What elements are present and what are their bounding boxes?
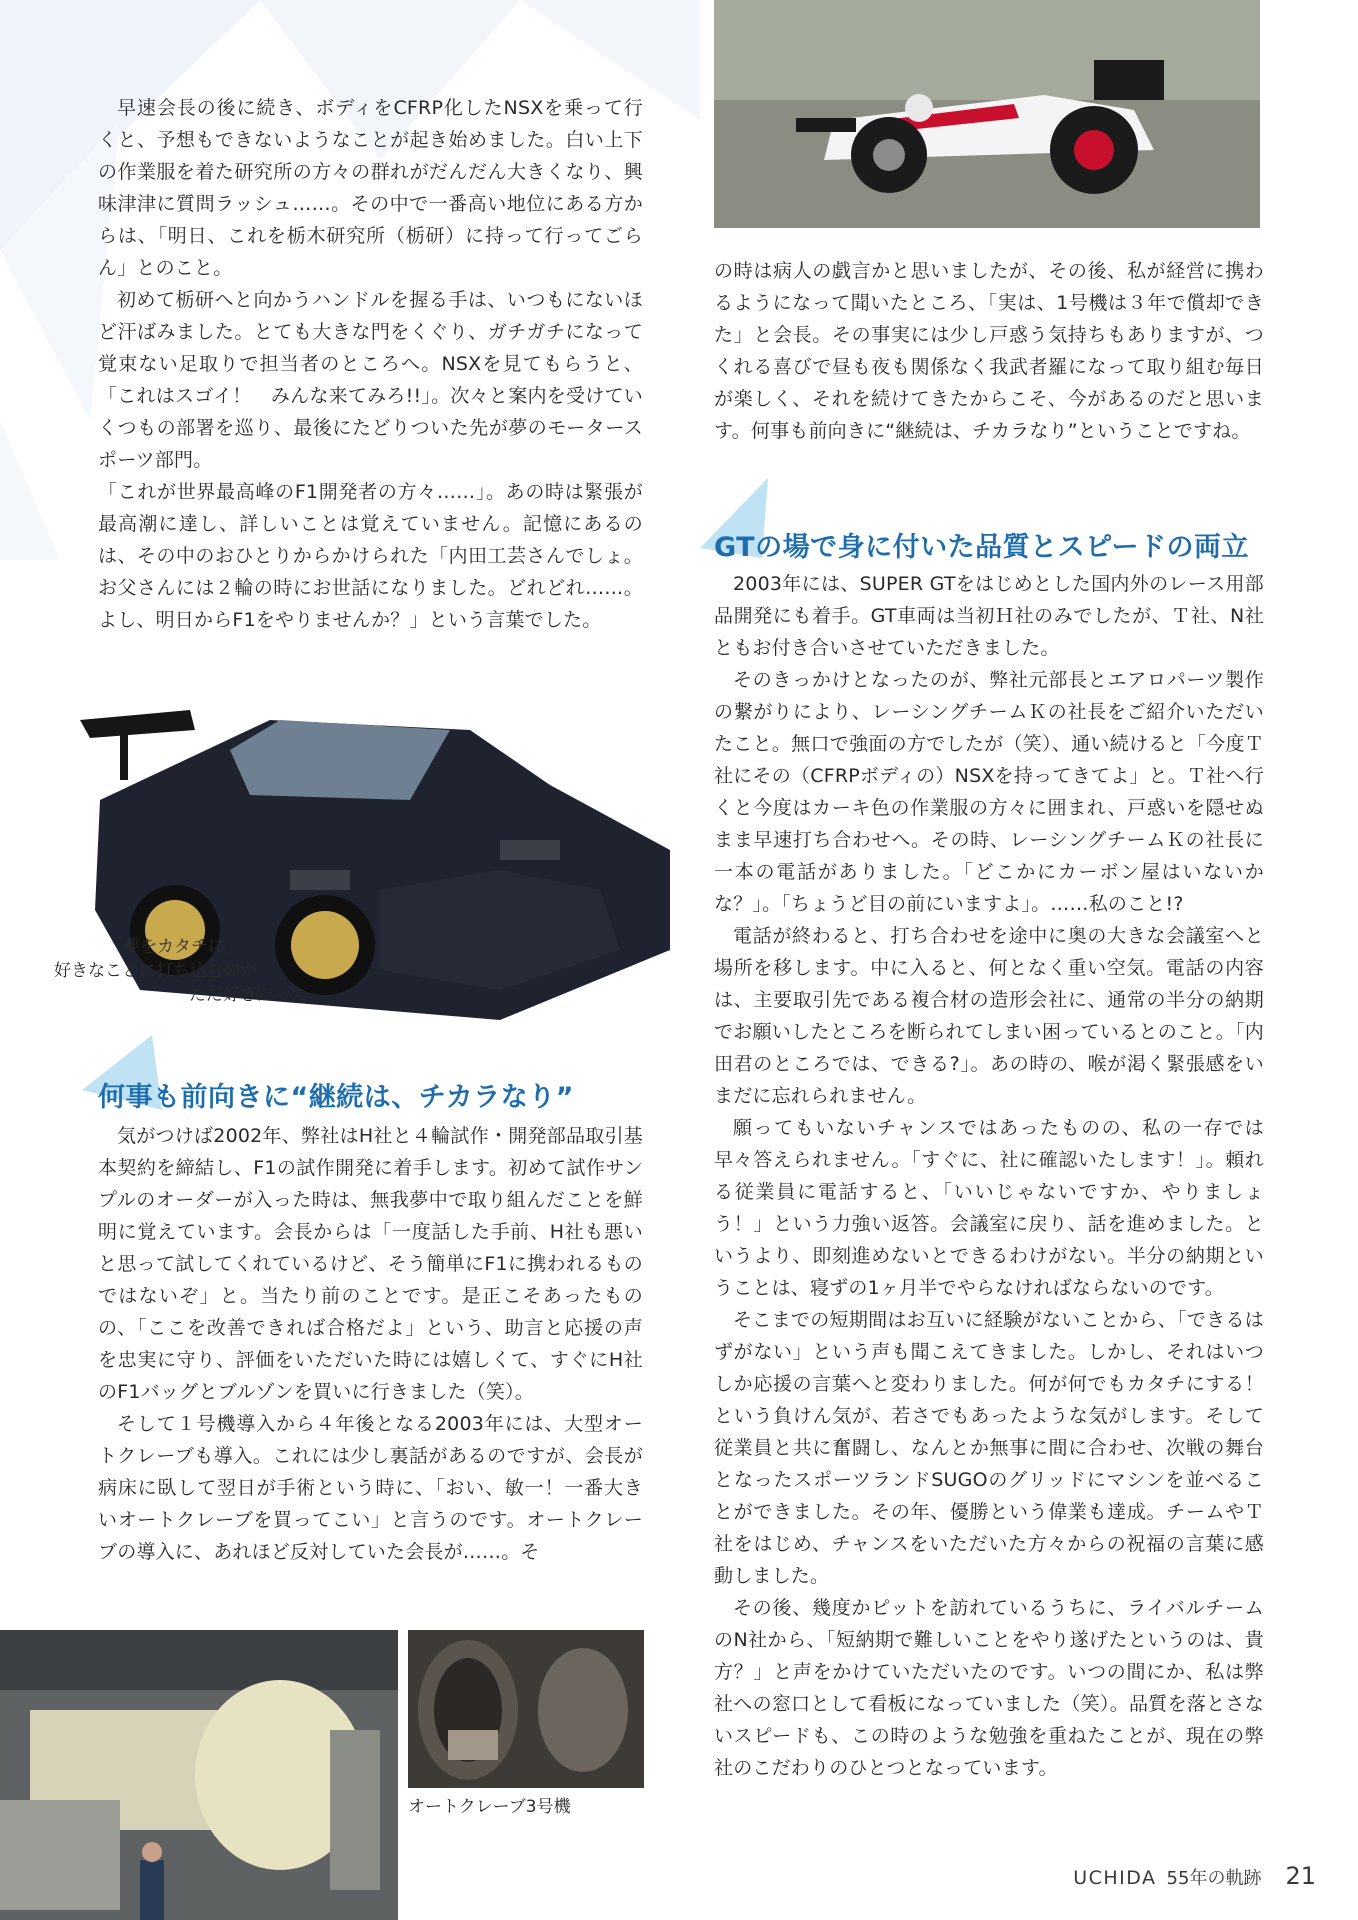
paragraph: そのきっかけとなったのが、弊社元部長とエアロパーツ製作の繋がりにより、レーシングチームＫの社長をご紹介いただいたこと。無口で強面の方でしたが（笑）、通い続けると「今度Ｔ社にその（CFRPボディの）NSXを持ってきてよ」と。Ｔ社へ行くと今度はカーキ色の作業服の方々に囲まれ、戸惑いを隠せぬまま早速打ち合わせへ。その時、レーシングチームＫの社長に一本の電話がありました。「どこかにカーボン屋はいないかな？」。「ちょうど目の前にいますよ」。……私のこと!? xyxy=(714,669,1264,915)
left-column-body xyxy=(98,1120,643,1568)
caption-line: 好きなことに打ち込むのが xyxy=(54,961,258,981)
autoclave-photo-caption: オートクレーブ3号機 xyxy=(408,1797,571,1817)
footer-subtitle: 55年の軌跡 xyxy=(1166,1868,1262,1889)
paragraph: 早速会長の後に続き、ボディをCFRP化したNSXを乗って行くと、予想もできないようなことが起き始めました。白い上下の作業服を着た研究所の方々の群れがだんだん大きくなり、興味津津に質問ラッシュ……。その中で一番高い地位にある方からは、「明日、これを栃木研究所（栃研）に持って行ってごらん」とのこと。 xyxy=(98,97,643,279)
right-column-body xyxy=(714,568,1284,1784)
footer-brand: UCHIDA xyxy=(1073,1867,1157,1889)
paragraph: 「これが世界最高峰のF1開発者の方々……」。あの時は緊張が最高潮に達し、詳しいことは覚えていません。記憶にあるのは、その中のおひとりからかけられた「内田工芸さんでしょ。お父さんには２輪の時にお世話になりました。どれどれ……。よし、明日からF1をやりませんか？」という言葉でした。 xyxy=(98,481,643,631)
paragraph: 電話が終わると、打ち合わせを途中に奥の大きな会議室へと場所を移します。中に入ると、何となく重い空気。電話の内容は、主要取引先である複合材の造形会社に、通常の半分の納期でお願いしたところを断られてしまい困っているとのこと。「内田君のところでは、できる?」。あの時の、喉が渇く緊張感をいまだに忘れられません。 xyxy=(714,925,1264,1107)
paragraph: の時は病人の戯言かと思いましたが、その後、私が経営に携わるようになって聞いたところ、「実は、1号機は３年で償却できた」と会長。その事実には少し戸惑う気持ちもありますが、つくれる喜びで昼も夜も関係なく我武者羅になって取り組む毎日が楽しく、それを続けてきたからこそ、今があるのだと思います。何事も前向きに“継続は、チカラなり”ということですね。 xyxy=(714,260,1264,442)
page-footer xyxy=(1073,1862,1316,1890)
paragraph: 気がつけば2002年、弊社はH社と４輪試作・開発部品取引基本契約を締結し、F1の試作開発に着手します。初めて試作サンプルのオーダーが入った時は、無我夢中で取り組んだことを鮮明に覚えています。会長からは「一度話した手前、H社も悪いと思って試してくれているけど、そう簡単にF1に携われるものではないぞ」と。当たり前のことです。是正こそあったものの、「ここを改善できれば合格だよ」という、助言と応援の声を忠実に守り、評価をいただいた時には嬉しくて、すぐにH社のF1バッグとブルゾンを買いに行きました（笑）。 xyxy=(98,1125,643,1403)
paragraph: その後、幾度かピットを訪れているうちに、ライバルチームのN社から、「短納期で難しいことをやり遂げたというのは、貴方？」と声をかけていただいたのです。いつの間にか、私は弊社への窓口として看板になっていました（笑）。品質を落とさないスピードも、この時のような勉強を重ねたことが、現在の弊社のこだわりのひとつとなっています。 xyxy=(714,1597,1264,1779)
nsx-photo-caption xyxy=(54,935,319,1007)
autoclave-photo-small xyxy=(408,1630,644,1788)
page-number: 21 xyxy=(1285,1862,1316,1890)
paragraph: そして１号機導入から４年後となる2003年には、大型オートクレーブも導入。これには少し裏話があるのですが、会長が病床に臥して翌日が手術という時に、「おい、敏一！一番大きいオートクレーブを買ってこい」と言うのです。オートクレーブの導入に、あれほど反対していた会長が……。そ xyxy=(98,1413,643,1563)
left-column-intro xyxy=(98,92,643,636)
paragraph: 2003年には、SUPER GTをはじめとした国内外のレース用部品開発にも着手。GT車両は当初Ｈ社のみでしたが、Ｔ社、N社ともお付き合いさせていただきました。 xyxy=(714,573,1264,659)
paragraph: 願ってもいないチャンスではあったものの、私の一存では早々答えられません。「すぐに、社に確認いたします！」。頼れる従業員に電話すると、「いいじゃないですか、やりましょう！」という力強い返答。会議室に戻り、話を進めました。というより、即刻進めないとできるわけがない。半分の納期ということは、寝ずの1ヶ月半でやらなければならないのです。 xyxy=(714,1117,1264,1299)
autoclave-photo-large xyxy=(0,1630,398,1920)
paragraph: 初めて栃研へと向かうハンドルを握る手は、いつもにないほど汗ばみました。とても大きな門をくぐり、ガチガチになって覚束ない足取りで担当者のところへ。NSXを見てもらうと、「これはスゴイ！ みんな来てみろ!!」。次々と案内を受けていくつもの部署を巡り、最後にたどりついた先が夢のモータースポーツ部門。 xyxy=(98,289,643,471)
right-column-intro xyxy=(714,255,1264,447)
caption-line: ただ好きだった xyxy=(189,985,308,1005)
caption-line: 「夢をカタチに」 xyxy=(106,937,242,957)
section-heading: 何事も前向きに“継続は、チカラなり” xyxy=(98,1082,574,1113)
f1-car-photo xyxy=(714,0,1260,228)
paragraph: そこまでの短期間はお互いに経験がないことから、「できるはずがない」という声も聞こえてきました。しかし、それはいつしか応援の言葉へと変わりました。何が何でもカタチにする！ という負けん気が、若さでもあったような気がします。そして従業員と共に奮闘し、なんとか無事に間に合わせ、次戦の舞台となったスポーツランドSUGOのグリッドにマシンを並べることができました。その年、優勝という偉業も達成。チームやＴ社をはじめ、チャンスをいただいた方々からの祝福の言葉に感動しました。 xyxy=(714,1309,1284,1587)
section-heading: GTの場で身に付いた品質とスピードの両立 xyxy=(714,532,1250,563)
